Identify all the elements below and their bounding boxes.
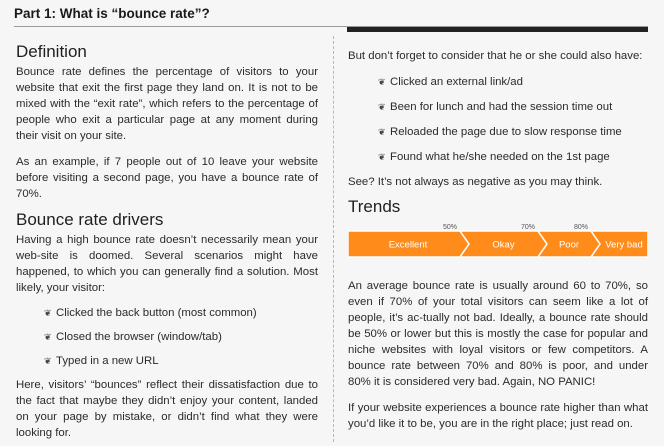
leaf-bullet-icon: ❦	[44, 308, 52, 318]
bounce-rate-scale	[348, 222, 648, 266]
leaf-bullet-icon: ❦	[378, 77, 386, 87]
column-divider	[333, 36, 334, 442]
list-item-text: Typed in a new URL	[56, 355, 159, 367]
bounce-rate-scale-chart	[348, 222, 648, 266]
closing-paragraph: If your website experiences a bounce rate higher than what you’d like it to be, you are in the right place; just read on.	[348, 402, 648, 430]
scale-label: Very bad	[605, 239, 643, 251]
definition-paragraph: Bounce rate defines the percentage of visitors to your website that exit the first page they land on. It is not to be mixed with the “exit rate”, which refers to the percentage of people who exit a particular page at any moment during their visit on your site.	[16, 66, 318, 142]
scale-label: Okay	[492, 239, 515, 251]
list-item	[16, 353, 318, 369]
list-item	[348, 99, 648, 115]
average-paragraph: An average bounce rate is usually around 60 to 70%, so even if 70% of your total visitors can seem like a lot of people, it’s ac-tually not bad. Ideally, a bounce rate should be 50% or lower but this is mostly the case for popular and niche websites with loyal visitors or few competitors. A bounce rate between 70% and 80% is poor, and under 80% it is considered very bad. Again, NO PANIC!	[348, 280, 648, 388]
list-item	[16, 305, 318, 321]
scale-label: Excellent	[388, 239, 428, 251]
definition-heading: Definition	[16, 42, 87, 61]
list-item	[348, 149, 648, 165]
list-item-text: Closed the browser (window/tab)	[56, 331, 222, 343]
list-item-text: Been for lunch and had the session time out	[390, 101, 613, 113]
leaf-bullet-icon: ❦	[378, 152, 386, 162]
top-rule-accent	[347, 27, 648, 32]
left-column	[16, 42, 318, 441]
list-item-text: Reloaded the page due to slow response time	[390, 126, 622, 138]
list-item	[348, 74, 648, 90]
page-title: Part 1: What is “bounce rate”?	[14, 6, 210, 21]
trends-heading: Trends	[348, 197, 401, 216]
see-paragraph: See? It’s not always as negative as you may think.	[348, 176, 603, 188]
list-item-text: Clicked an external link/ad	[390, 76, 523, 88]
bounces-paragraph: Here, visitors’ “bounces” reflect their dissatisfaction due to the fact that maybe they didn’t enjoy your content, landed on your page by mistake, or didn’t find what they were looking for.	[16, 379, 318, 439]
drivers-paragraph: Having a high bounce rate doesn’t necessarily mean your web-site is doomed. Several scenarios might have happened, to which you can generally find a solution. Most likely, your visitor:	[16, 234, 318, 294]
list-item-text: Found what he/she needed on the 1st page	[390, 151, 610, 163]
list-item	[348, 124, 648, 140]
drivers-heading: Bounce rate drivers	[16, 210, 164, 229]
threshold-label: 70%	[520, 224, 536, 231]
leaf-bullet-icon: ❦	[44, 332, 52, 342]
threshold-label: 50%	[442, 224, 458, 231]
right-column	[348, 42, 648, 432]
example-paragraph: As an example, if 7 people out of 10 leave your website before visiting a second page, you have a bounce rate of 70%.	[16, 156, 318, 200]
consider-paragraph: But don’t forget to consider that he or she could also have:	[348, 50, 643, 62]
drivers-list	[16, 305, 318, 369]
leaf-bullet-icon: ❦	[378, 127, 386, 137]
leaf-bullet-icon: ❦	[44, 356, 52, 366]
consider-list	[348, 74, 648, 165]
list-item-text: Clicked the back button (most common)	[56, 307, 257, 319]
leaf-bullet-icon: ❦	[378, 102, 386, 112]
list-item	[16, 329, 318, 345]
scale-label: Poor	[558, 239, 580, 251]
threshold-label: 80%	[573, 224, 589, 231]
